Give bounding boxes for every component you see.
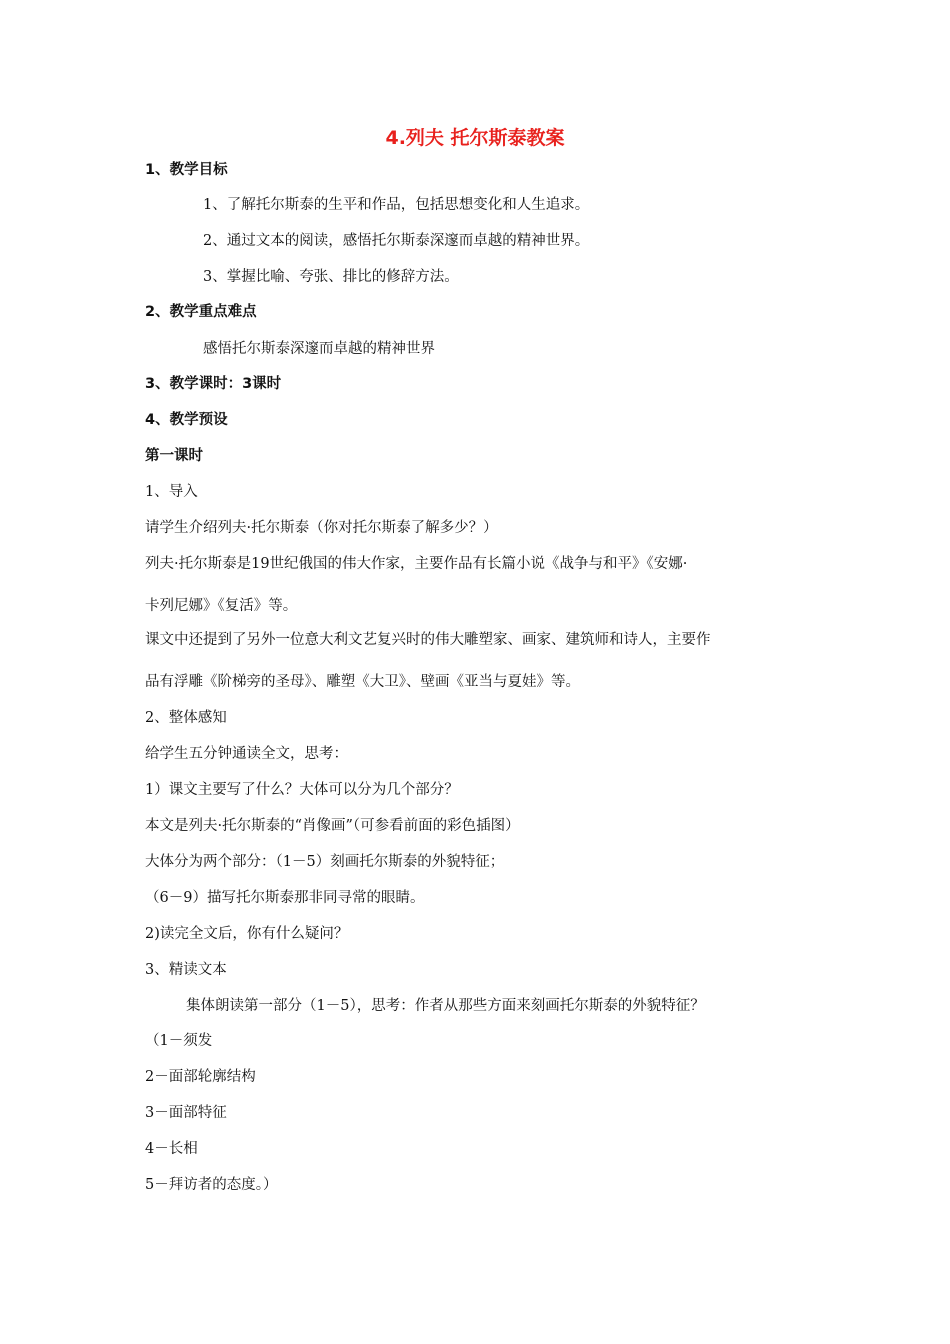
body-line: 请学生介绍列夫·托尔斯泰（你对托尔斯泰了解多少？） [145,520,498,536]
goal-item: 2、通过文本的阅读，感悟托尔斯泰深邃而卓越的精神世界。 [203,233,590,249]
body-line: 1）课文主要写了什么？大体可以分为几个部分？ [145,782,459,798]
key-point-text: 感悟托尔斯泰深邃而卓越的精神世界 [203,341,435,357]
body-line: 课文中还提到了另外一位意大利文艺复兴时的伟大雕塑家、画家、建筑师和诗人，主要作 [145,632,711,648]
body-line: 本文是列夫·托尔斯泰的“肖像画”（可参看前面的彩色插图） [145,818,520,834]
body-line: 2、整体感知 [145,710,227,726]
body-line: 3－面部特征 [145,1105,227,1121]
body-line: 5－拜访者的态度。） [145,1177,278,1193]
goal-item: 1、了解托尔斯泰的生平和作品，包括思想变化和人生追求。 [203,197,590,213]
section-heading-hours: 3、教学课时：3课时 [145,376,282,392]
goal-item: 3、掌握比喻、夸张、排比的修辞方法。 [203,269,459,285]
body-line: 品有浮雕《阶梯旁的圣母》、雕塑《大卫》、壁画《亚当与夏娃》等。 [145,674,580,690]
section-heading-preset: 4、教学预设 [145,412,228,428]
lesson-heading: 第一课时 [145,448,203,464]
body-line: 4－长相 [145,1141,198,1157]
body-line: 卡列尼娜》《复活》等。 [145,598,298,614]
body-line: 集体朗读第一部分（1－5），思考：作者从那些方面来刻画托尔斯泰的外貌特征？ [186,998,705,1014]
body-line: 1、导入 [145,484,198,500]
body-line: （6－9）描写托尔斯泰那非同寻常的眼睛。 [145,890,425,906]
body-line: 3、精读文本 [145,962,227,978]
body-line: 2)读完全文后，你有什么疑问？ [145,926,349,942]
section-heading-goals: 1、教学目标 [145,162,228,178]
document-title: 4.列夫 托尔斯泰教案 [385,127,565,149]
section-heading-key-points: 2、教学重点难点 [145,304,257,320]
body-line: 给学生五分钟通读全文，思考： [145,746,348,762]
body-line: 2－面部轮廓结构 [145,1069,256,1085]
body-line: 大体分为两个部分：（1－5）刻画托尔斯泰的外貌特征； [145,854,505,870]
body-line: （1－须发 [145,1033,213,1049]
body-line: 列夫·托尔斯泰是19世纪俄国的伟大作家，主要作品有长篇小说《战争与和平》《安娜· [145,556,688,572]
